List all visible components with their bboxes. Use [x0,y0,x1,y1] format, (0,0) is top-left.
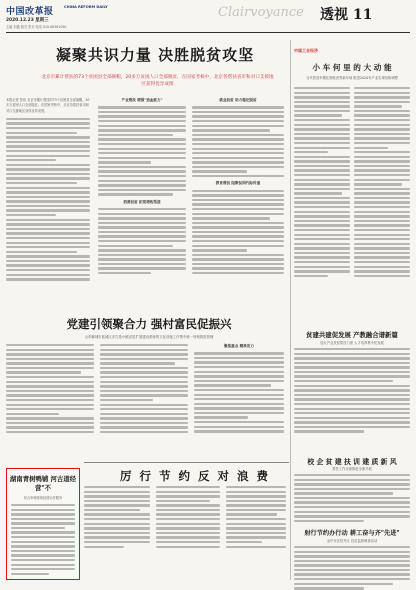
section-rule [84,462,289,463]
sidebar-headline: 小 车 何 里 的 大 动 能 [312,63,392,72]
sidebar-headline-3: 校 企 贫 建 扶 训 建 质 新 风 [307,458,397,466]
sidebar-text-4 [294,546,410,590]
column-divider [290,40,291,580]
article-column [192,98,284,274]
masthead-rule [6,32,410,33]
article-lead: 本报记者 张伟 北京市累计帮扶的73个贫困县全部摘帽，20多万贫困人口全部脱贫，在国家考核中，北京各帮扶省市和对口支援地区获得优异成绩。 [6,98,90,113]
article-column [98,98,186,274]
issue-date: 2020.12.23 星期三 [6,18,49,23]
article-column [6,344,94,433]
sidebar-article [294,48,410,277]
article-column [194,344,284,433]
article-column [84,486,150,548]
sidebar-text-3 [294,474,410,522]
sidebar-label: 中国工业经济 [294,48,318,53]
newspaper-title: 中国改革报 [6,7,54,17]
thrift-headline: 厉 行 节 约 反 对 浪 费 [119,469,271,483]
article-column [100,344,188,433]
middle-subtitle: 山东聊城市蓝城区多打造小镇宜居扩展建设系统的文化设施工作集中统一规划推进管理 [84,335,214,339]
newspaper-title-en: CHINA REFORM DAILY [64,5,108,9]
column-subhead: 消费扶贫 拓宽增收渠道 [123,199,161,204]
column-subhead: 就业扶贫 助力稳定脱贫 [219,98,257,102]
sidebar-headline-2: 贫建共建促发展 产教融合谱新篇 [306,331,398,339]
main-subtitle: 北京市累计帮扶的73个贫困县全部摘帽，20多万贫困人口全部脱贫，在国家考核中，北京各帮扶省市和对口支援地区获得优异成绩 [41,75,274,87]
main-headline: 凝聚共识力量 决胜脱贫攻坚 [55,46,255,64]
article-column [6,98,90,281]
middle-headline: 党建引领聚合力 强村富民促振兴 [66,317,232,331]
box-subtitle: 综合审理规划经营运作服务 [23,496,63,500]
sidebar-subtitle-3: 帮扶工作全面推进全面开展 [332,467,372,471]
sidebar-subtitle-2: 加大产业扶贫帮扶力度 人才培养集中化发展 [320,341,384,345]
section-title: 透视 11 [320,7,373,23]
sidebar-headline-4: 射行节约办行动 耕工奋与齐"先进" [304,530,400,537]
sidebar-subtitle-4: 金华市区驻外区 扶贫监督调查活动 [326,539,378,543]
sidebar-text-2 [294,348,410,433]
highlighted-article-box[interactable] [6,468,80,580]
column-subhead: 教育帮扶 阻断贫困代际传递 [215,181,261,186]
column-subhead: 产业帮扶 增强"造血能力" [121,98,163,102]
article-column [226,486,286,548]
box-headline: 湖南青树鸭铺 河古道经营"不 [9,475,77,492]
article-column [156,486,220,548]
column-subhead: 聚焦重点 精准发力 [223,344,254,348]
sidebar-subtitle: 当代智造车模化领航世界新车域 推进2020年产业实现结构调整 [306,76,398,80]
section-watermark: Clairvoyance [218,5,304,20]
masthead [6,4,410,34]
editor-meta: 主编 刘鑫 版式 张芬 电话 010-68361090 [6,25,67,29]
